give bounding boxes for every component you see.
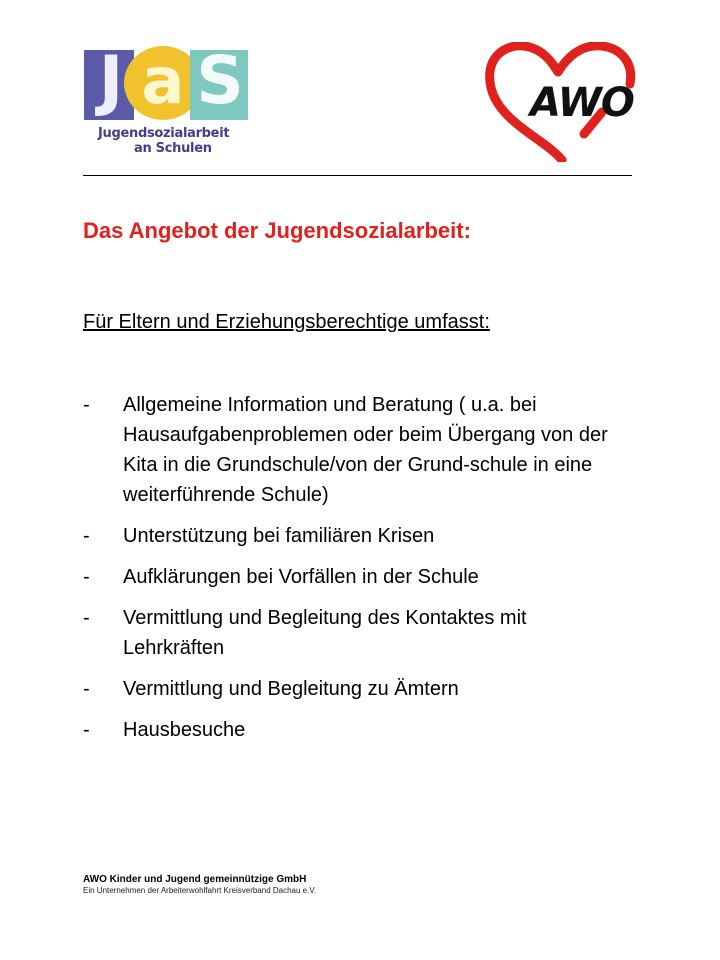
page-title: Das Angebot der Jugendsozialarbeit: xyxy=(83,218,471,243)
list-item xyxy=(83,521,623,551)
jas-logo-line1: Jugendsozialarbeit xyxy=(98,126,230,141)
list-item xyxy=(83,715,623,745)
section-subtitle: Für Eltern und Erziehungsberechtige umfasst: xyxy=(83,311,490,333)
list-item xyxy=(83,390,623,510)
list-item-text: Unterstützung bei familiären Krisen xyxy=(123,525,435,547)
list-item xyxy=(83,674,623,704)
jas-letter-s: S xyxy=(196,42,244,119)
list-item-text: Vermittlung und Begleitung zu Ämtern xyxy=(123,678,459,700)
awo-logo-text: AWO xyxy=(530,80,634,126)
jas-logo-subtitle xyxy=(98,126,258,156)
footer-company: AWO Kinder und Jugend gemeinnützige GmbH xyxy=(83,874,307,885)
list-item xyxy=(83,562,623,592)
jas-logo-letters xyxy=(84,44,252,122)
footer-description: Ein Unternehmen der Arbeiterwohlfahrt Kreisverband Dachau e.V. xyxy=(83,886,317,895)
footer xyxy=(83,873,316,896)
awo-logo xyxy=(484,42,636,162)
header-divider xyxy=(83,175,632,176)
bullet-dash: - xyxy=(83,719,90,741)
jas-letter-j: J xyxy=(98,42,124,119)
bullet-dash: - xyxy=(83,607,90,629)
bullet-dash: - xyxy=(83,525,90,547)
jas-letter-a: a xyxy=(141,45,185,119)
bullet-dash: - xyxy=(83,678,90,700)
list-item xyxy=(83,603,623,663)
bullet-dash: - xyxy=(83,566,90,588)
bullet-dash: - xyxy=(83,394,90,416)
list-item-text: Vermittlung und Begleitung des Kontaktes mit Lehrkräften xyxy=(123,607,527,659)
list-item-text: Aufklärungen bei Vorfällen in der Schule xyxy=(123,566,479,588)
list-item-text: Allgemeine Information und Beratung ( u.a. bei Hausaufgabenproblemen oder beim Übergang von der Kita in die Grundschule/von der Grund-schule in eine weiterführende Schule) xyxy=(123,394,608,506)
jas-logo-line2: an Schulen xyxy=(134,141,212,156)
jas-logo xyxy=(84,44,252,162)
offer-list xyxy=(83,390,623,756)
list-item-text: Hausbesuche xyxy=(123,719,246,741)
